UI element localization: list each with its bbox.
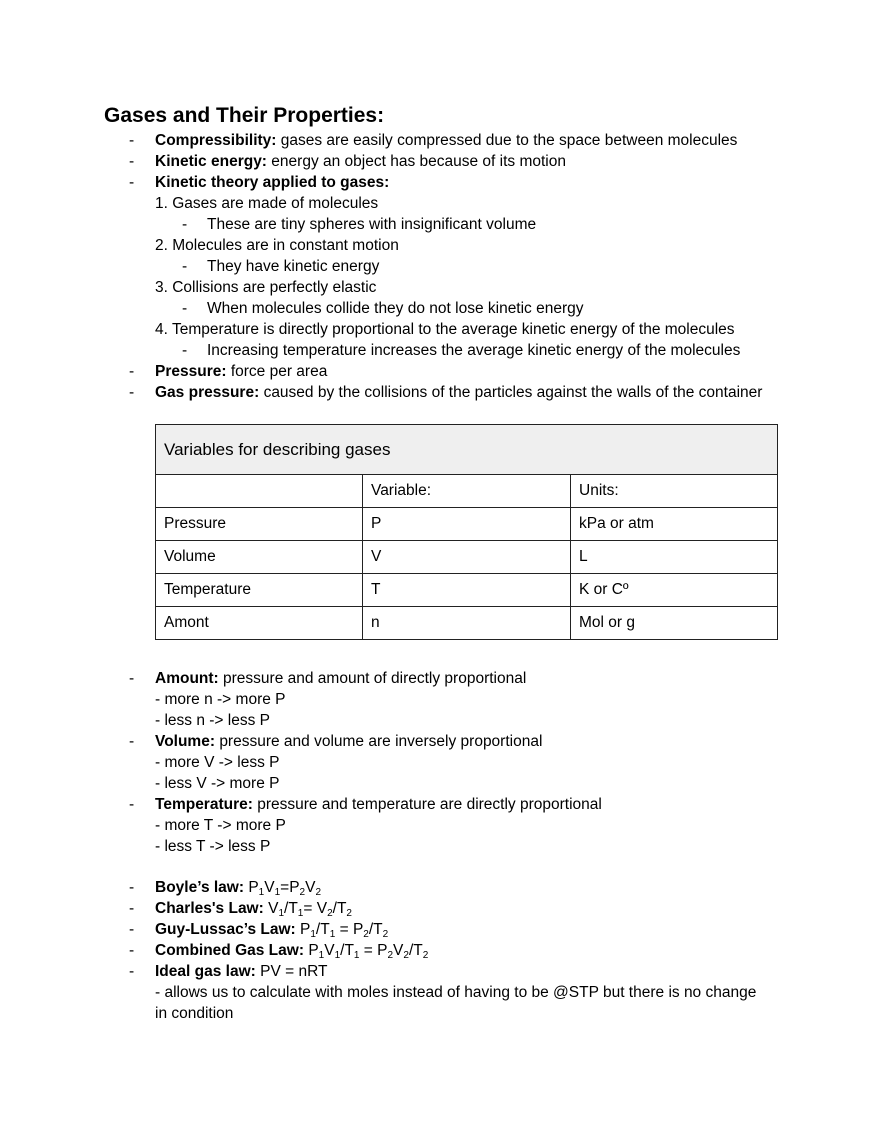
relation-text: - less V -> more P (155, 775, 280, 792)
table-cell: P (363, 508, 571, 541)
dash-marker: - (129, 963, 135, 980)
dash-marker: - (182, 216, 188, 233)
numbered-text: 3. Collisions are perfectly elastic (155, 279, 377, 296)
law-name: Boyle’s law: (155, 879, 245, 896)
dash-marker: - (182, 258, 188, 275)
dash-marker: - (129, 942, 135, 959)
definition: caused by the collisions of the particles against the walls of the container (263, 384, 763, 401)
dash-marker: - (129, 921, 135, 938)
definition: gases are easily compressed due to the space between molecules (280, 132, 738, 149)
relation-text: - more V -> less P (155, 754, 280, 771)
definition: pressure and volume are inversely proportional (219, 733, 543, 750)
term: Temperature: (155, 796, 253, 813)
numbered-text: 1. Gases are made of molecules (155, 195, 379, 212)
term: Amount: (155, 670, 219, 687)
relation-text: - less T -> less P (155, 838, 271, 855)
dash-marker: - (129, 670, 135, 687)
term: Kinetic energy: (155, 153, 267, 170)
numbered-text: 4. Temperature is directly proportional to the average kinetic energy of the molecules (155, 321, 735, 338)
definition: pressure and amount of directly proportional (223, 670, 527, 687)
table-cell: n (363, 607, 571, 640)
dash-marker: - (182, 300, 188, 317)
table-caption-row (156, 425, 778, 475)
dash-marker: - (129, 132, 135, 149)
definition: energy an object has because of its motion (271, 153, 566, 170)
law-formula: $P_1/T_1 = P_2/T_2$ (300, 921, 389, 940)
law-formula: $P_1V_1/T_1 = P_2V_2/T_2$ (308, 942, 429, 961)
dash-marker: - (129, 796, 135, 813)
dash-marker: - (129, 363, 135, 380)
table-cell: Mol or g (571, 607, 778, 640)
law-formula: $V_1/T_1= V_2/T_2$ (268, 900, 352, 919)
relation-text: - less n -> less P (155, 712, 270, 729)
table-cell: T (363, 574, 571, 607)
term: Volume: (155, 733, 215, 750)
table-header-cell: Units: (571, 475, 778, 508)
table-row (156, 541, 778, 574)
relation-text: - more n -> more P (155, 691, 286, 708)
table-row (156, 508, 778, 541)
law-name: Ideal gas law: (155, 963, 256, 980)
dash-marker: - (129, 384, 135, 401)
variables-table (155, 424, 778, 640)
table-header-cell (156, 475, 363, 508)
note-text: in condition (155, 1005, 234, 1022)
dash-marker: - (182, 342, 188, 359)
law-formula: PV = nRT (260, 963, 328, 980)
numbered-text: 2. Molecules are in constant motion (155, 237, 399, 254)
table-cell: L (571, 541, 778, 574)
table-header-cell: Variable: (363, 475, 571, 508)
table-cell: Volume (156, 541, 363, 574)
law-name: Combined Gas Law: (155, 942, 304, 959)
term: Compressibility: (155, 132, 277, 149)
table-cell: K or Cº (571, 574, 778, 607)
law-name: Guy-Lussac’s Law: (155, 921, 296, 938)
note-text: - allows us to calculate with moles instead of having to be @STP but there is no change (155, 984, 757, 1001)
table-header-row (156, 475, 778, 508)
table-cell: V (363, 541, 571, 574)
page-title: Gases and Their Properties: (104, 104, 385, 127)
table-cell: Temperature (156, 574, 363, 607)
sub-text: They have kinetic energy (207, 258, 380, 275)
sub-text: These are tiny spheres with insignificant volume (207, 216, 537, 233)
law-formula: $P_1V_1=P_2V_2$ (248, 879, 322, 898)
term: Kinetic theory applied to gases: (155, 174, 390, 191)
sub-text: When molecules collide they do not lose kinetic energy (207, 300, 584, 317)
table-cell: Amont (156, 607, 363, 640)
law-name: Charles's Law: (155, 900, 264, 917)
table-cell: kPa or atm (571, 508, 778, 541)
table-row (156, 607, 778, 640)
table-caption: Variables for describing gases (156, 425, 778, 475)
dash-marker: - (129, 153, 135, 170)
term: Gas pressure: (155, 384, 260, 401)
term: Pressure: (155, 363, 227, 380)
dash-marker: - (129, 733, 135, 750)
table-row (156, 574, 778, 607)
relation-text: - more T -> more P (155, 817, 286, 834)
definition: force per area (230, 363, 328, 380)
table-cell: Pressure (156, 508, 363, 541)
sub-text: Increasing temperature increases the average kinetic energy of the molecules (207, 342, 741, 359)
definition: pressure and temperature are directly proportional (257, 796, 602, 813)
dash-marker: - (129, 174, 135, 191)
dash-marker: - (129, 879, 135, 896)
dash-marker: - (129, 900, 135, 917)
